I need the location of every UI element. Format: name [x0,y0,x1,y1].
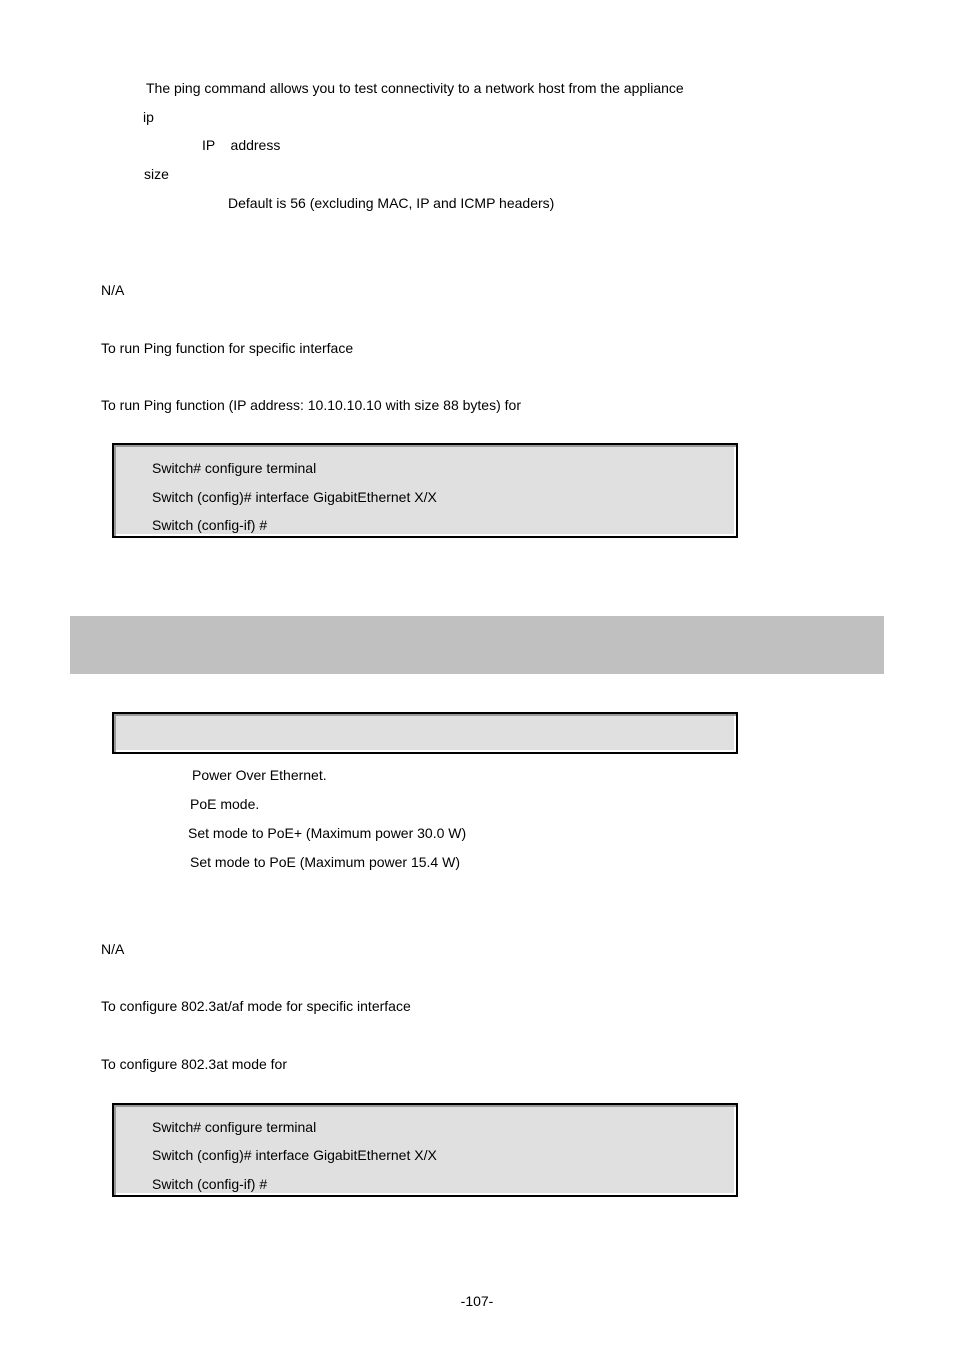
page-number: -107- [460,1293,494,1309]
param-ip: ip [143,109,154,125]
code-line: Switch (config)# interface GigabitEthernet X/X [152,1147,437,1163]
poe-code-box [112,1103,738,1197]
ping-default: N/A [101,282,125,298]
ping-code-box [112,443,738,538]
poe-param-desc: Power Over Ethernet. [192,767,327,783]
code-line: Switch# configure terminal [152,460,317,476]
code-line: Switch# configure terminal [152,1119,317,1135]
ping-description: The ping command allows you to test connectivity to a network host from the appliance [146,80,684,96]
poe-default: N/A [101,941,125,957]
param-size: size [144,166,169,182]
param-ip-desc: IP address [202,137,281,153]
poe-param-desc: Set mode to PoE+ (Maximum power 30.0 W) [188,825,467,841]
ping-example: To run Ping function (IP address: 10.10.10.10 with size 88 bytes) for [101,397,521,413]
param-size-desc: Default is 56 (excluding MAC, IP and ICMP headers) [228,195,555,211]
code-line: Switch (config-if) # [152,1176,268,1192]
code-line: Switch (config-if) # [152,517,268,533]
poe-param-desc: Set mode to PoE (Maximum power 15.4 W) [190,854,460,870]
poe-param-desc: PoE mode. [190,796,260,812]
code-line: Switch (config)# interface GigabitEthernet X/X [152,489,437,505]
poe-usage: To configure 802.3at/af mode for specific interface [101,998,411,1014]
poe-syntax-box [112,712,738,754]
section-heading-band [70,616,884,674]
ping-usage: To run Ping function for specific interface [101,340,354,356]
poe-example: To configure 802.3at mode for [101,1056,288,1072]
